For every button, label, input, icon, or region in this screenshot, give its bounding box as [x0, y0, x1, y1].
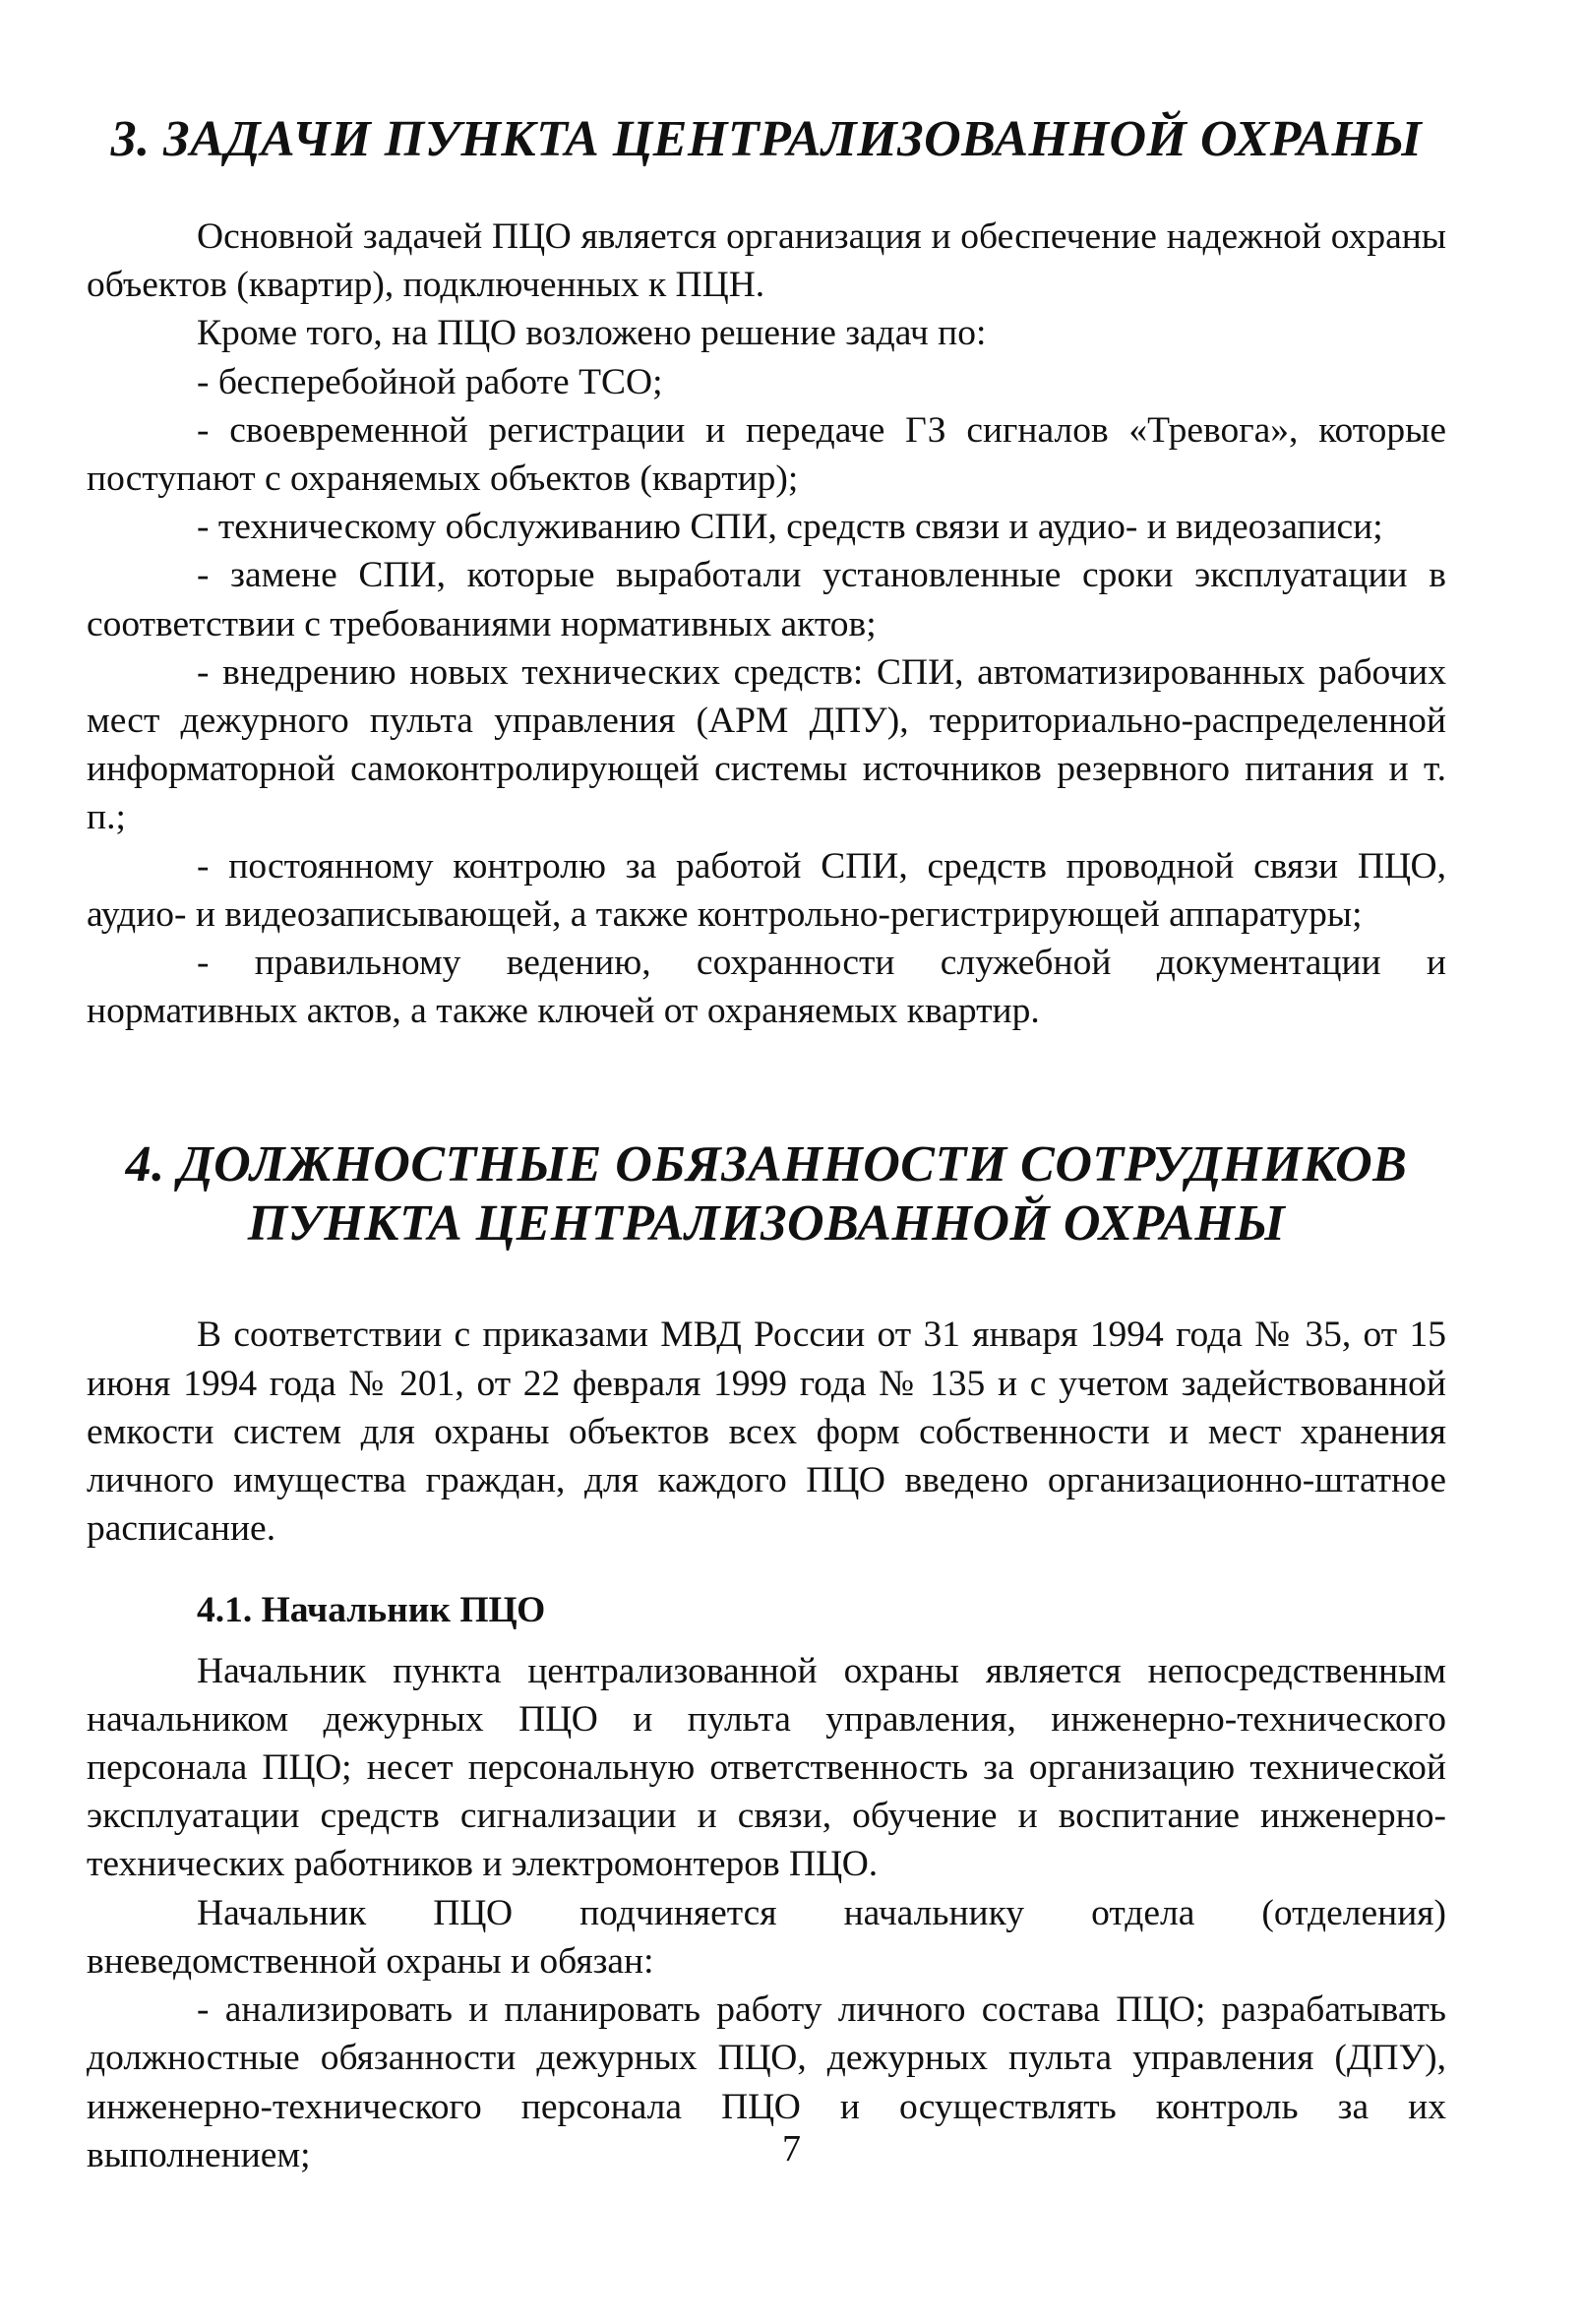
paragraph: В соответствии с приказами МВД России от 31 января 1994 года № 35, от 15 июня 1994 года № 201, от 22 февраля 1999 года № 135 и с учетом задействованной емкости систем для охраны объектов всех форм собственности и мест хранения личного имущества граждан, для каждого ПЦО введено организационно-штатное расписание. [87, 1315, 1446, 1550]
paragraph: Основной задачей ПЦО является организация и обеспечение надежной охраны объектов (квартир), подключенных к ПЦН. [87, 216, 1446, 306]
section-3-title: 3. ЗАДАЧИ ПУНКТА ЦЕНТРАЛИЗОВАННОЙ ОХРАНЫ [110, 111, 1423, 167]
section-4-title-line-2: ПУНКТА ЦЕНТРАЛИЗОВАННОЙ ОХРАНЫ [247, 1195, 1286, 1253]
section-4-title-line-1: 4. ДОЛЖНОСТНЫЕ ОБЯЗАННОСТИ СОТРУДНИКОВ [125, 1136, 1408, 1193]
list-item: - анализировать и планировать работу личного состава ПЦО; разрабатывать должностные обязанности дежурных ПЦО, дежурных пульта управления (ДПУ), инженерно-технического персонала ПЦО и осуществлять контроль за их выполнением; [87, 1989, 1446, 2175]
page-number: 7 [782, 2128, 801, 2170]
section-4-body [87, 1311, 1446, 2178]
list-item: - техническому обслуживанию СПИ, средств связи и аудио- и видеозаписи; [197, 507, 1383, 548]
list-item: - внедрению новых технических средств: СПИ, автоматизированных рабочих мест дежурного пульта управления (АРМ ДПУ), территориально-распределенной информаторной самоконтролирующей системы источников резервного питания и т. п.; [87, 651, 1446, 838]
list-item: - бесперебойной работе ТСО; [197, 361, 663, 402]
page-content [87, 110, 1446, 2179]
paragraph: Начальник ПЦО подчиняется начальнику отдела (отделения) вневедомственной охраны и обязан: [87, 1892, 1446, 1982]
section-4-title [87, 1135, 1446, 1254]
paragraph: Начальник пункта централизованной охраны является непосредственным начальником дежурных ПЦО и пульта управления, инженерно-технического персонала ПЦО; несет персональную ответственность за организацию технической эксплуатации средств сигнализации и связи, обучение и воспитание инженерно-технических работников и электромонтеров ПЦО. [87, 1650, 1446, 1885]
paragraph: Кроме того, на ПЦО возложено решение задач по: [197, 313, 987, 354]
section-3-body [87, 213, 1446, 1035]
list-item: - своевременной регистрации и передаче ГЗ сигналов «Тревога», которые поступают с охраняемых объектов (квартир); [87, 409, 1446, 500]
list-item: - постоянному контролю за работой СПИ, средств проводной связи ПЦО, аудио- и видеозаписывающей, а также контрольно-регистрирующей аппаратуры; [87, 845, 1446, 935]
subsection-title: 4.1. Начальник ПЦО [197, 1590, 546, 1631]
list-item: - правильному ведению, сохранности служебной документации и нормативных актов, а также ключей от охраняемых квартир. [87, 943, 1446, 1032]
list-item: - замене СПИ, которые выработали установленные сроки эксплуатации в соответствии с требованиями нормативных актов; [87, 555, 1446, 644]
